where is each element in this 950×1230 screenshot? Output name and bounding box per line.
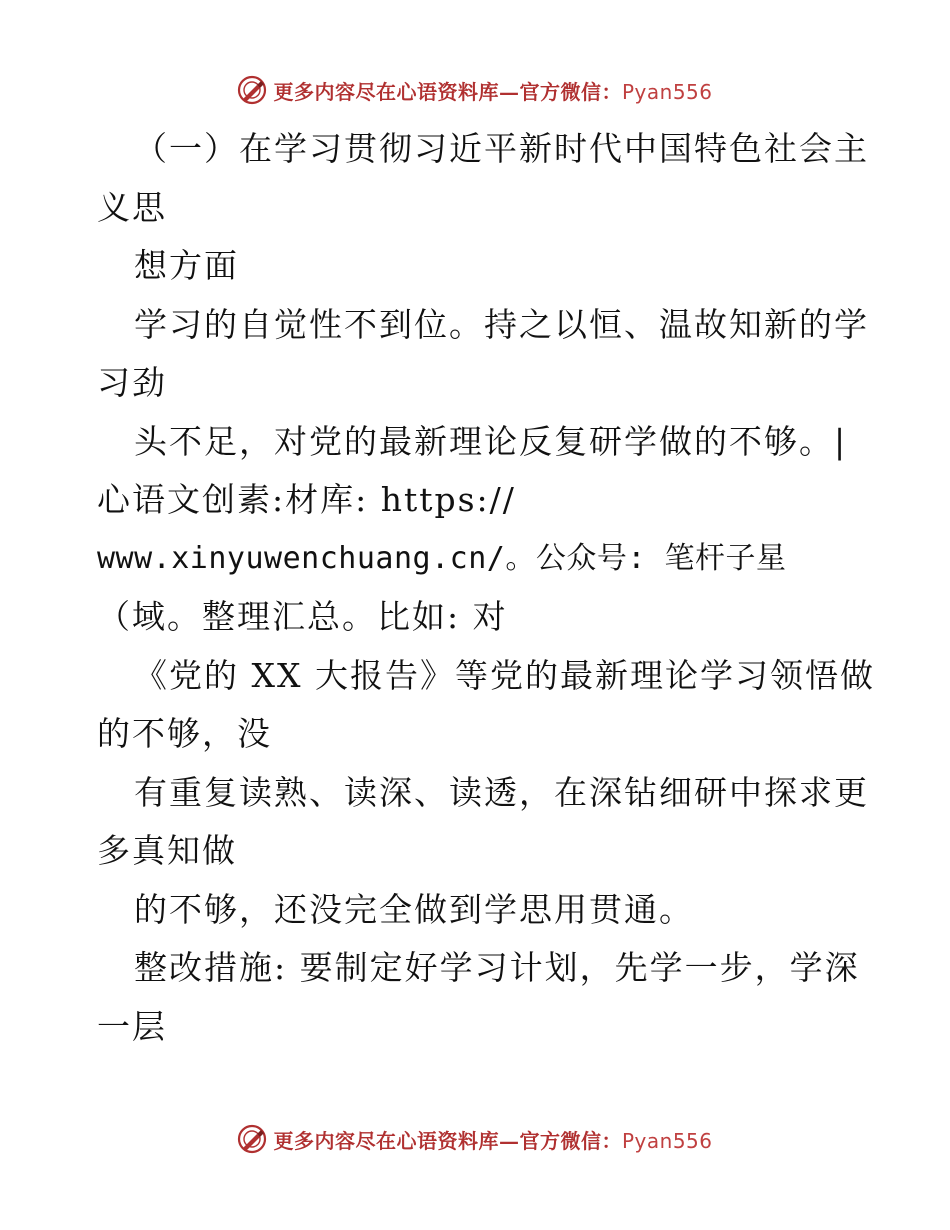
paragraph-line: 有重复读熟、读深、读透，在深钻细研中探求更 — [134, 772, 869, 812]
paragraph-line: 多真知做 — [97, 831, 237, 870]
paragraph-line: 习劲 — [97, 363, 167, 402]
paragraph-line: （一）在学习贯彻习近平新时代中国特色社会主 — [134, 129, 869, 168]
footer-text: 更多内容尽在心语资料库—官方微信：Pyan556 — [273, 1128, 713, 1153]
paragraph-line: （域。整理汇总。比如: 对 — [97, 597, 508, 636]
header-banner — [0, 70, 950, 110]
paragraph-line: 一层 — [97, 1006, 167, 1046]
paragraph-line: 的不够，没 — [97, 714, 272, 753]
footer-banner — [0, 1119, 950, 1159]
paragraph-line: www.xinyuwenchuang.cn/。公众号: 笔杆子星 — [97, 540, 787, 576]
header-text: 更多内容尽在心语资料库—官方微信：Pyan556 — [273, 79, 713, 104]
paragraph-line: 的不够，还没完全做到学思用贯通。 — [134, 889, 694, 929]
paragraph-line: 头不足，对党的最新理论反复研学做的不够。| — [134, 421, 848, 461]
paragraph-line: 义思 — [97, 187, 167, 227]
paragraph-line: 想方面 — [134, 246, 239, 285]
paragraph-line: 学习的自觉性不到位。持之以恒、温故知新的学 — [134, 304, 869, 344]
document-body — [97, 120, 875, 1056]
paragraph-line: 《党的 XX 大报告》等党的最新理论学习领悟做 — [134, 655, 875, 695]
paragraph-line: 心语文创素:材库: https:// — [97, 480, 516, 519]
paragraph-line: 整改措施: 要制定好学习计划，先学一步，学深 — [134, 948, 860, 987]
footer-account: Pyan556 — [621, 1128, 713, 1153]
header-account: Pyan556 — [621, 79, 713, 104]
pen-logo-icon — [237, 1124, 267, 1154]
pen-logo-icon — [237, 75, 267, 105]
